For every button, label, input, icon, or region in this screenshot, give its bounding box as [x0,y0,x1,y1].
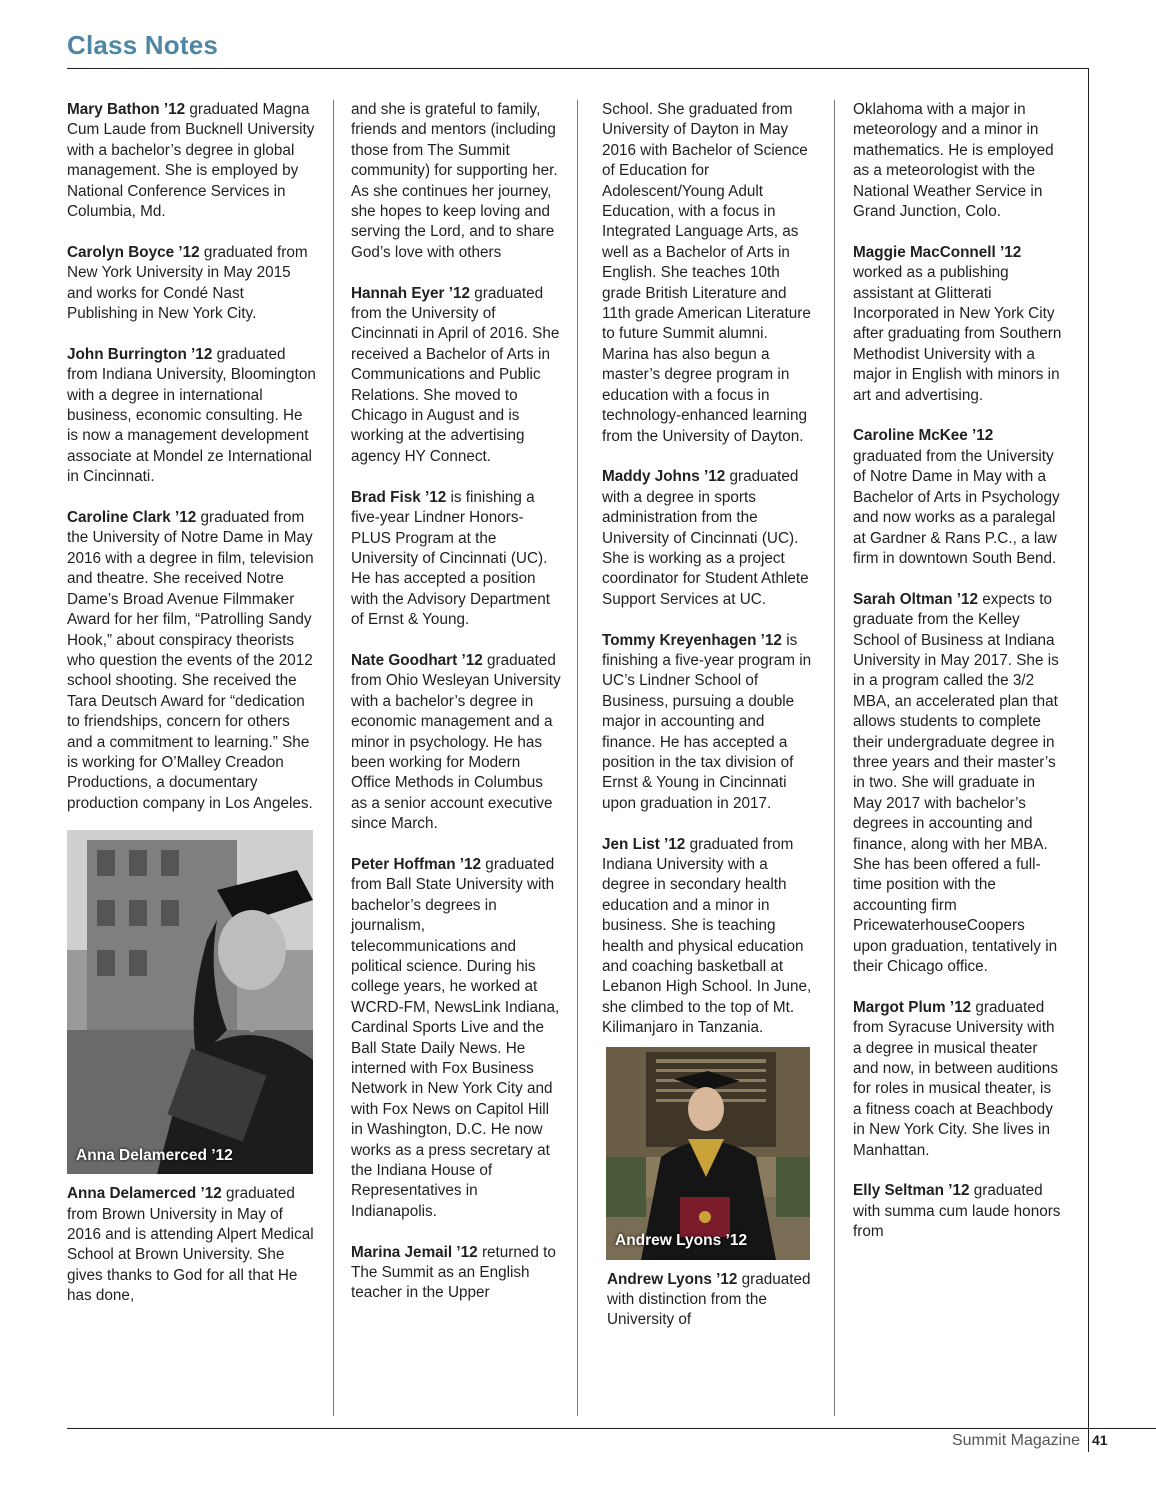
class-note [853,998,1063,1161]
photo-caption: Andrew Lyons ’12 [615,1232,748,1250]
column-3 [602,100,814,1351]
class-note [67,100,317,222]
alumni-name: Marina Jemail ’12 [351,1243,478,1261]
note-text: graduated Magna Cum Laude from Bucknell University with a bachelor’s degree in global management. She is employed by National Conference Services in Columbia, Md. [67,101,315,221]
alumni-name: Caroline McKee ’12 [853,427,994,445]
column-2 [351,100,563,1324]
class-note [351,284,563,468]
graduate-photo [606,1047,810,1260]
class-note [351,488,563,631]
graduate-photo [67,830,313,1174]
alumni-name: John Burrington ’12 [67,345,213,363]
alumni-name: Peter Hoffman ’12 [351,855,482,873]
alumni-name: Jen List ’12 [602,835,686,853]
section-title: Class Notes [67,30,219,60]
note-text: returned to The Summit as an English teacher in the Upper [351,1243,556,1302]
photo-image [606,1047,810,1260]
alumni-name: Margot Plum ’12 [853,998,972,1016]
alumni-name: Maddy Johns ’12 [602,468,726,486]
right-rule [1088,68,1089,1452]
class-note [607,1270,814,1331]
class-note [351,1243,563,1304]
note-text: graduated from New York University in May 2015 and works for Condé Nast Publishing in New York City. [67,243,308,323]
class-note [853,426,1063,569]
note-text: is finishing a five-year program in UC’s Lindner School of Business, pursuing a double major in accounting and finance. He has accepted a position in the tax division of Ernst & Young in Cincinnati upon graduation in 2017. [602,631,812,812]
note-text: graduated from Indiana University with a degree in secondary health education and a minor in business. She is teaching health and physical education and coaching basketball at Lebanon High School. In June, she climbed to the top of Mt. Kilimanjaro in Tanzania. [602,835,812,1037]
class-note [853,590,1063,978]
class-note [67,243,317,325]
class-note [602,835,814,1039]
class-note [853,1181,1063,1242]
note-text: graduated from the University of Notre Dame in May with a Bachelor of Arts in Psychology and now works as a paralegal at Gardner & Rans P.C., a law firm in downtown South Bend. [853,447,1060,567]
note-text: expects to graduate from the Kelley School of Business at Indiana University in May 2017. She is in a program called the 3/2 MBA, an accelerated plan that allows students to complete their undergraduate degree in three years and their master’s in two. She will graduate in May 2017 with bachelor’s degrees in accounting and finance, along with her MBA. She has been offered a full-time position with the accounting firm PricewaterhouseCoopers upon graduation, tentatively in their Chicago office. [853,590,1059,976]
alumni-name: Mary Bathon ’12 [67,101,186,118]
class-note [853,243,1063,406]
alumni-name: Nate Goodhart ’12 [351,651,483,669]
column-1 [67,100,317,1327]
note-text: graduated with summa cum laude honors from [853,1182,1061,1241]
class-note [351,855,563,1222]
bottom-rule [67,1428,1156,1429]
class-note [67,508,317,814]
top-rule [67,68,1089,69]
photo-image [67,830,313,1174]
column-divider [834,100,835,1416]
note-text: graduated from the University of Cincinnati in April of 2016. She received a Bachelor of Arts in Communications and Public Relations. She moved to Chicago in August and is working at the advertising agency HY Connect. [351,284,560,465]
photo-caption: Anna Delamerced ’12 [76,1146,233,1164]
alumni-name: Hannah Eyer ’12 [351,284,471,302]
class-note-continued: and she is grateful to family, friends and mentors (including those from The Summit community) for supporting her. As she continues her journey, she hopes to keep loving and serving the Lord, and to share God’s love with others [351,101,558,261]
note-text: graduated from Syracuse University with a degree in musical theater and now, in between auditions for roles in musical theater, is a fitness coach at Beachbody in New York City. She lives in Manhattan. [853,998,1058,1159]
alumni-name: Carolyn Boyce ’12 [67,243,200,261]
alumni-name: Elly Seltman ’12 [853,1182,970,1200]
class-note [602,467,814,610]
page-number: 41 [1092,1432,1108,1448]
note-text: graduated with distinction from the University of [607,1270,811,1329]
alumni-name: Tommy Kreyenhagen ’12 [602,631,782,649]
note-text: is finishing a five-year Lindner Honors-PLUS Program at the University of Cincinnati (UC). He has accepted a position with the Advisory Department of Ernst & Young. [351,488,550,629]
alumni-name: Andrew Lyons ’12 [607,1270,738,1288]
note-text: graduated from Ball State University with bachelor’s degrees in journalism, telecommunications and political science. During his college years, he worked at WCRD-FM, NewsLink Indiana, Cardinal Sports Live and the Ball State Daily News. He interned with Fox Business Network in New York City and with Fox News on Capitol Hill in Washington, D.C. He now works as a press secretary at the Indiana House of Representatives in Indianapolis. [351,855,560,1220]
alumni-name: Brad Fisk ’12 [351,488,447,506]
note-text: graduated from the University of Notre Dame in May 2016 with a degree in film, television and theatre. She received Notre Dame’s Broad Avenue Filmmaker Award for her film, “Patrolling Sandy Hook,” about conspiracy theorists who question the events of the 2012 school shooting. She received the Tara Deutsch Award for “dedication to friendships, concern for others and a commitment to learning.” She is working for O’Malley Creadon Productions, a documentary production company in Los Angeles. [67,509,314,812]
alumni-name: Caroline Clark ’12 [67,509,197,527]
class-note-continued: Oklahoma with a major in meteorology and a minor in mathematics. He is employed as a meteorologist with the National Weather Service in Grand Junction, Colo. [853,101,1054,221]
note-text: graduated from Ohio Wesleyan University with a bachelor’s degree in economic management and a minor in psychology. He has been working for Modern Office Methods in Columbus as a senior account executive since March. [351,651,561,833]
note-text: graduated with a degree in sports administration from the University of Cincinnati (UC). She is working as a project coordinator for Student Athlete Support Services at UC. [602,468,809,608]
class-note [602,631,814,815]
alumni-name: Sarah Oltman ’12 [853,590,978,608]
alumni-name: Maggie MacConnell ’12 [853,243,1022,261]
class-note-continued: School. She graduated from University of Dayton in May 2016 with Bachelor of Science of Education for Adolescent/Young Adult Education, with a focus in Integrated Language Arts, as well as a Bachelor of Arts in English. She teaches 10th grade British Literature and 11th grade American Literature to future Summit alumni. Marina has also begun a master’s degree program in education with a focus in technology-enhanced learning from the University of Dayton. [602,101,811,445]
column-4 [853,100,1063,1263]
class-note [67,345,317,488]
class-note [67,1184,317,1306]
note-text: graduated from Brown University in May of 2016 and is attending Alpert Medical School at Brown University. She gives thanks to God for all that He has done, [67,1185,314,1305]
column-divider [333,100,334,1416]
magazine-name: Summit Magazine [951,1432,1080,1449]
column-divider [577,100,578,1416]
note-text: graduated from Indiana University, Bloomington with a degree in international business, economic consulting. He is now a management development associate at Mondel ze International in Cincinnati. [67,345,316,486]
note-text: worked as a publishing assistant at Glitterati Incorporated in New York City after graduating from Southern Methodist University with a major in English with minors in art and advertising. [853,264,1062,404]
alumni-name: Anna Delamerced ’12 [67,1185,222,1203]
class-note [351,651,563,835]
